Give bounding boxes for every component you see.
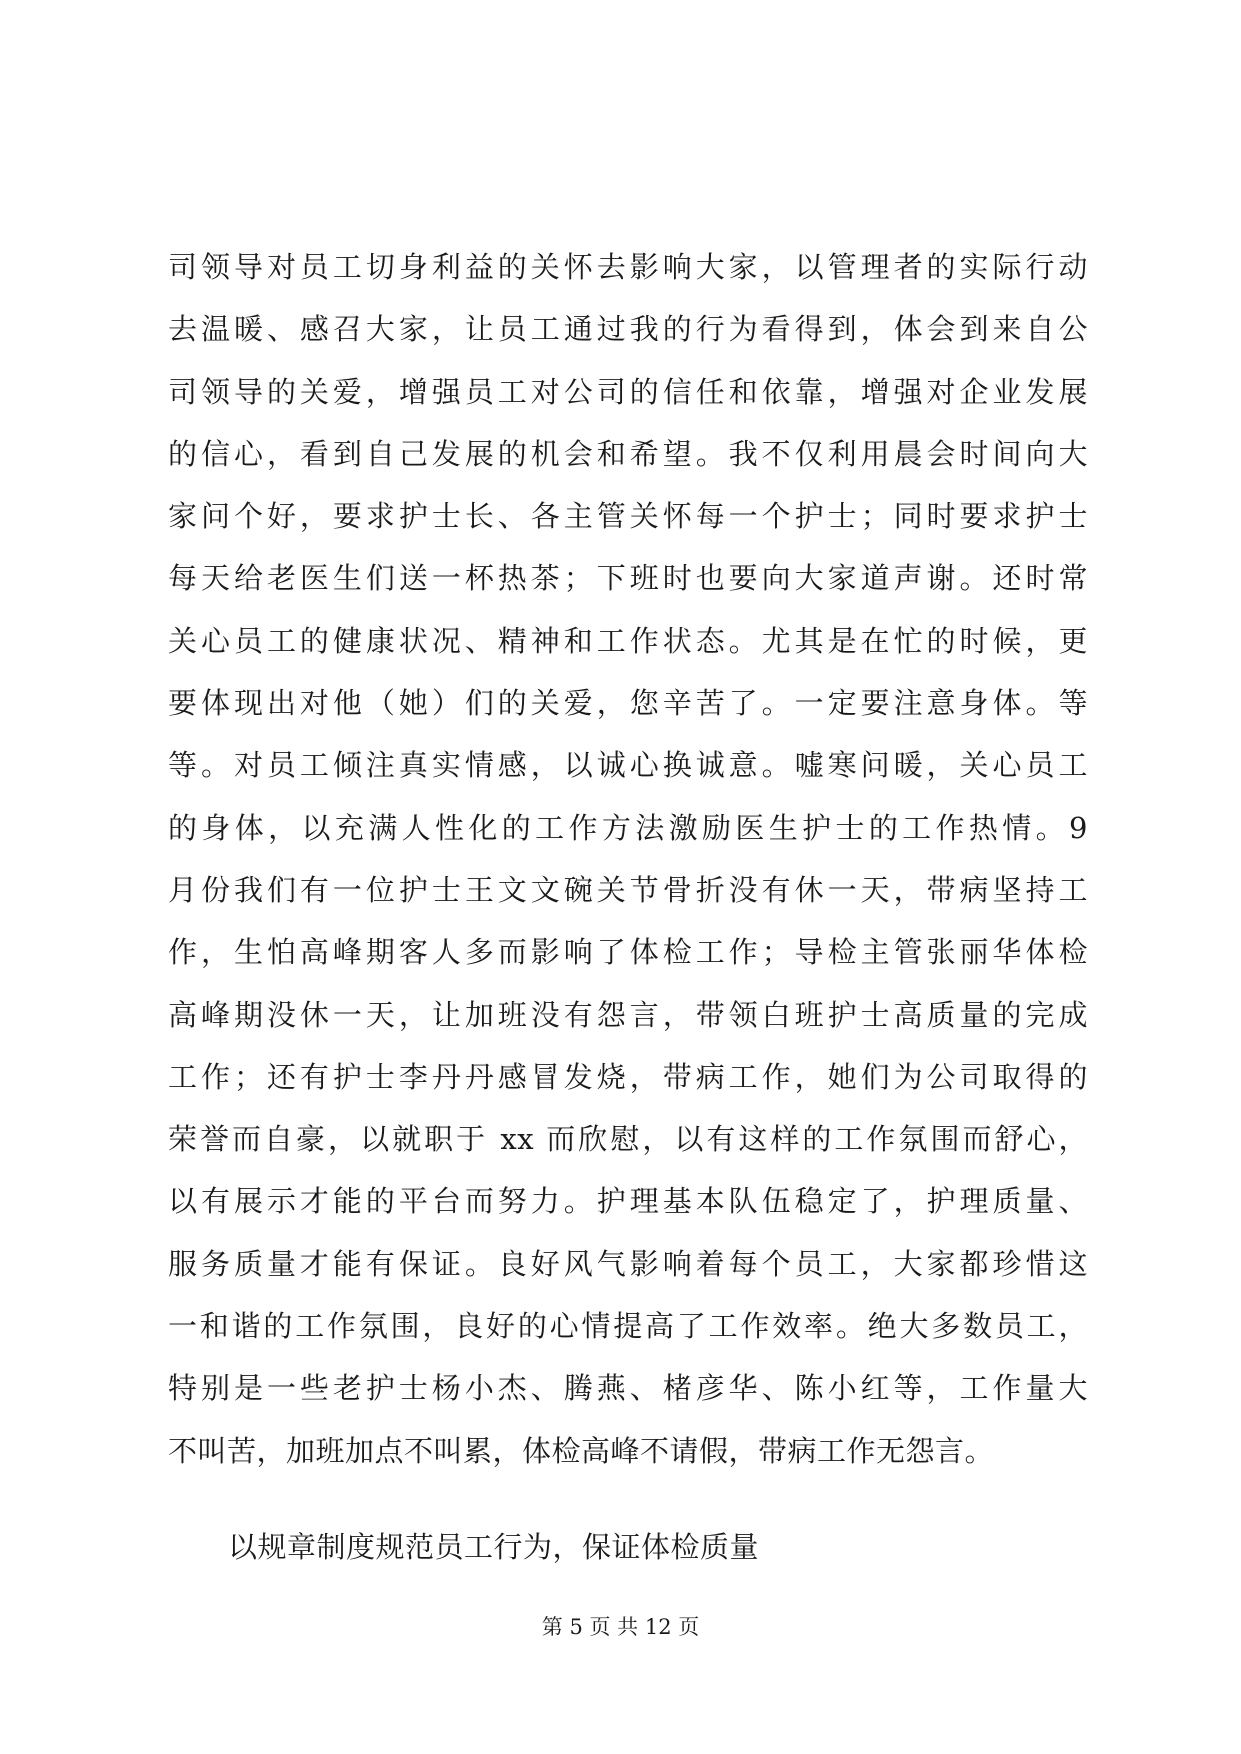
page-number-footer: 第 5 页 共 12 页	[541, 1615, 700, 1639]
text-line-17: 服务质量才能有保证。良好风气影响着每个员工，大家都珍惜这	[168, 1246, 1088, 1281]
text-line-6: 每天给老医生们送一杯热茶；下班时也要向大家道声谢。还时常	[168, 561, 1088, 596]
text-line-7: 关心员工的健康状况、精神和工作状态。尤其是在忙的时候，更	[168, 623, 1088, 658]
text-line-3: 司领导的关爱，增强员工对公司的信任和依靠，增强对企业发展	[168, 374, 1088, 409]
body-paragraph	[168, 236, 1088, 1482]
text-line-11: 月份我们有一位护士王文文碗关节骨折没有休一天，带病坚持工	[168, 872, 1088, 907]
text-line-9: 等。对员工倾注真实情感，以诚心换诚意。嘘寒问暖，关心员工	[168, 748, 1088, 783]
text-line-19: 特别是一些老护士杨小杰、腾燕、楮彦华、陈小红等，工作量大	[168, 1371, 1088, 1406]
text-line-18: 一和谐的工作氛围，良好的心情提高了工作效率。绝大多数员工，	[168, 1309, 1088, 1344]
text-line-1: 司领导对员工切身利益的关怀去影响大家，以管理者的实际行动	[168, 250, 1088, 284]
text-line-4: 的信心，看到自己发展的机会和希望。我不仅利用晨会时间向大	[168, 436, 1088, 471]
text-line-12: 作，生怕高峰期客人多而影响了体检工作；导检主管张丽华体检	[168, 935, 1088, 970]
text-line-15: 荣誉而自豪，以就职于 xx 而欣慰，以有这样的工作氛围而舒心，	[168, 1122, 1088, 1157]
text-line-14: 工作；还有护士李丹丹感冒发烧，带病工作，她们为公司取得的	[168, 1059, 1088, 1094]
text-line-20: 不叫苦，加班加点不叫累，体检高峰不请假，带病工作无怨言。	[168, 1433, 995, 1468]
text-line-2: 去温暖、感召大家，让员工通过我的行为看得到，体会到来自公	[168, 312, 1088, 347]
text-line-16: 以有展示才能的平台而努力。护理基本队伍稳定了，护理质量、	[168, 1184, 1088, 1219]
section-heading: 以规章制度规范员工行为，保证体检质量	[228, 1530, 760, 1564]
text-line-8: 要体现出对他（她）们的关爱，您辛苦了。一定要注意身体。等	[168, 686, 1088, 721]
text-line-5: 家问个好，要求护士长、各主管关怀每一个护士；同时要求护士	[168, 499, 1088, 534]
text-line-10: 的身体，以充满人性化的工作方法激励医生护士的工作热情。9	[168, 810, 1088, 845]
text-line-13: 高峰期没休一天，让加班没有怨言，带领白班护士高质量的完成	[168, 997, 1088, 1032]
